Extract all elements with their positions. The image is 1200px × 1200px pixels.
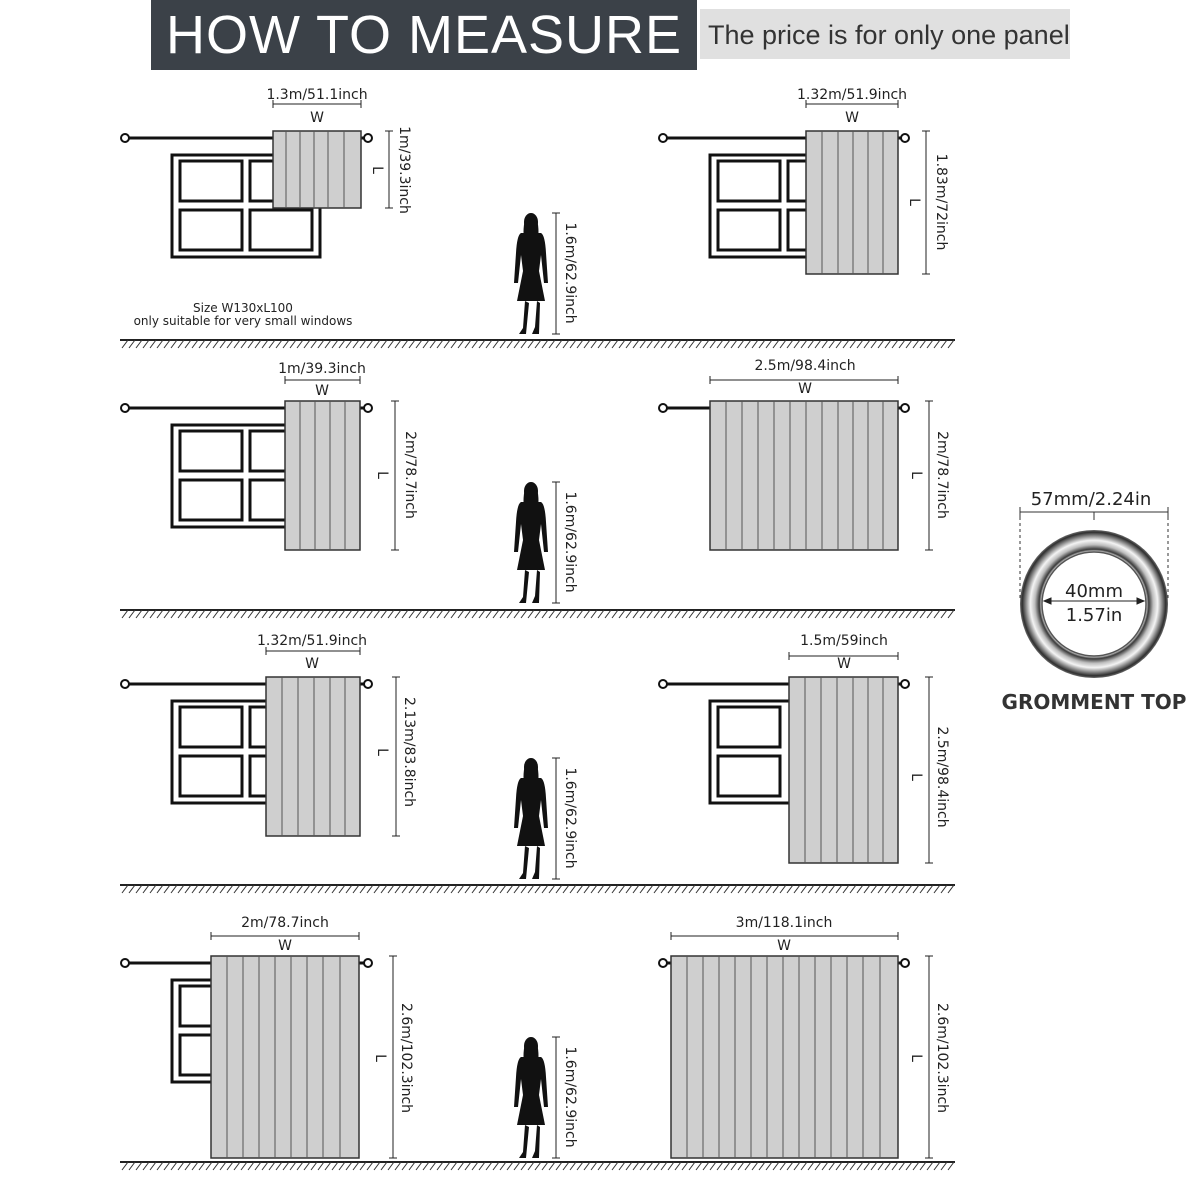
person-figure-3 — [514, 758, 578, 879]
floor-line — [120, 1162, 955, 1170]
price-note: The price is for only one panel — [708, 20, 1070, 50]
width-label: 3m/118.1inch — [735, 915, 833, 931]
length-dimension — [922, 131, 930, 274]
person-figure-4 — [514, 1037, 578, 1158]
grommet-hole — [1042, 552, 1146, 656]
scene-8 — [659, 915, 950, 1158]
length-letter: L — [908, 1054, 924, 1062]
grommet-inner-in: 1.57in — [1065, 605, 1123, 626]
floor-line — [120, 340, 955, 348]
rod-finial — [659, 959, 667, 967]
rod-finial — [364, 680, 372, 688]
person-height-label: 1.6m/62.9inch — [562, 222, 578, 324]
curtain-panel — [671, 956, 898, 1158]
page-title: HOW TO MEASURE — [165, 5, 683, 65]
length-dimension — [392, 677, 400, 836]
grommet-outer-label: 57mm/2.24in — [1030, 489, 1152, 510]
rod-finial — [901, 134, 909, 142]
curtain-panel — [285, 401, 360, 550]
width-label: 1.5m/59inch — [800, 633, 888, 649]
rod-finial — [364, 959, 372, 967]
person-height-label: 1.6m/62.9inch — [562, 1046, 578, 1148]
width-letter: W — [278, 938, 292, 954]
length-label: 2.6m/102.3inch — [398, 1002, 414, 1114]
floor-line — [120, 885, 955, 893]
scene-7 — [121, 915, 414, 1158]
rod-finial — [364, 134, 372, 142]
scene-4 — [659, 358, 950, 550]
width-letter: W — [845, 110, 859, 126]
person-figure-1 — [514, 213, 578, 334]
rod-finial — [121, 404, 129, 412]
length-label: 2.5m/98.4inch — [934, 726, 950, 828]
scene-6 — [659, 633, 950, 863]
length-letter: L — [906, 198, 922, 206]
width-letter: W — [305, 656, 319, 672]
width-letter: W — [837, 656, 851, 672]
rod-finial — [901, 680, 909, 688]
curtain-panel — [266, 677, 360, 836]
size-note-line1: Size W130xL100 — [193, 301, 293, 315]
length-dimension — [925, 677, 933, 863]
length-letter: L — [908, 471, 924, 479]
curtain-panel — [806, 131, 898, 274]
rod-finial — [901, 404, 909, 412]
length-dimension — [925, 401, 933, 550]
rod-finial — [364, 404, 372, 412]
width-letter: W — [777, 938, 791, 954]
width-label: 1.3m/51.1inch — [266, 87, 368, 103]
scene-1 — [121, 87, 412, 328]
person-height-label: 1.6m/62.9inch — [562, 491, 578, 593]
width-label: 1.32m/51.9inch — [256, 633, 368, 649]
length-label: 2.13m/83.8inch — [401, 696, 417, 808]
rod-finial — [659, 134, 667, 142]
length-label: 2.6m/102.3inch — [934, 1002, 950, 1114]
width-label: 1.32m/51.9inch — [796, 87, 908, 103]
rod-finial — [121, 134, 129, 142]
grommet-illustration — [1002, 489, 1187, 714]
length-label: 2m/78.7inch — [934, 431, 950, 519]
grommet-caption: GROMMENT TOP — [1001, 690, 1187, 714]
length-letter: L — [908, 773, 924, 781]
width-letter: W — [310, 110, 324, 126]
curtain-panel — [789, 677, 898, 863]
width-letter: W — [315, 383, 329, 399]
curtain-panel — [273, 131, 361, 208]
length-dimension — [391, 401, 399, 550]
scene-2 — [659, 87, 949, 274]
length-label: 1m/39.3inch — [396, 126, 412, 214]
size-note-line2: only suitable for very small windows — [133, 314, 353, 328]
width-label: 1m/39.3inch — [278, 361, 366, 377]
window — [710, 155, 820, 257]
length-label: 1.83m/72inch — [933, 153, 949, 251]
rod-finial — [659, 680, 667, 688]
rod-finial — [659, 404, 667, 412]
length-dimension — [385, 131, 393, 208]
length-dimension — [389, 956, 397, 1158]
length-dimension — [925, 956, 933, 1158]
width-letter: W — [798, 381, 812, 397]
rod-finial — [121, 680, 129, 688]
length-letter: L — [374, 471, 390, 479]
length-letter: L — [369, 166, 385, 174]
rod-finial — [901, 959, 909, 967]
width-label: 2.5m/98.4inch — [754, 358, 856, 374]
grommet-inner-mm: 40mm — [1065, 581, 1123, 602]
length-label: 2m/78.7inch — [402, 431, 418, 519]
rod-finial — [121, 959, 129, 967]
scene-3 — [121, 361, 418, 550]
scene-5 — [121, 633, 417, 836]
floor-line — [120, 610, 955, 618]
person-height-label: 1.6m/62.9inch — [562, 767, 578, 869]
curtain-panel — [211, 956, 359, 1158]
length-letter: L — [374, 748, 390, 756]
curtain-panel — [710, 401, 898, 550]
person-figure-2 — [514, 482, 578, 603]
width-label: 2m/78.7inch — [241, 915, 329, 931]
length-letter: L — [372, 1054, 388, 1062]
